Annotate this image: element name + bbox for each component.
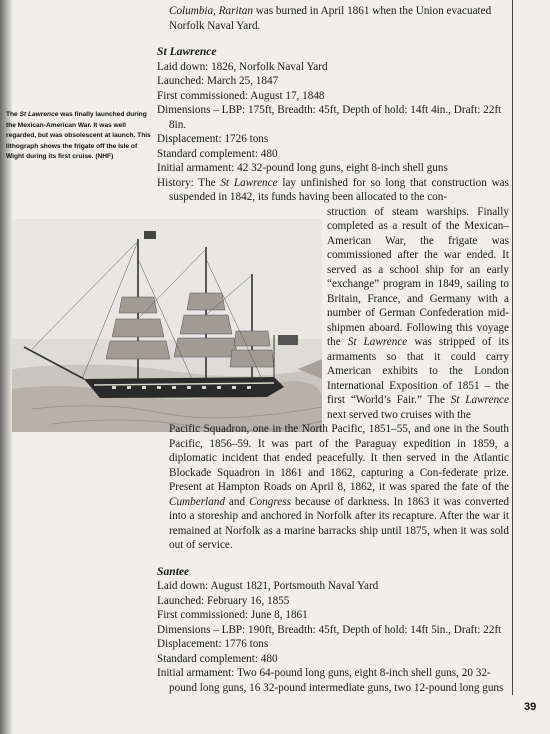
santee-laid-down: Laid down: August 1821, Portsmouth Naval Yard xyxy=(157,580,379,592)
st-lawrence-history-end: Pacific Squadron, one in the North Pacific, 1851–55, and one in the South Pacific, 1856–59. It was part of the Paraguay expedition in 1859, a diplomatic incident that ended peacefully. It then served in the Atlantic Blockade Squadron in 1861 and 1862, capturing a Con-federate prize. Present at Hampton Roads on April 8, 1862, it was spared the fate of the Cumberland and Congress because of darkness. In 1863 it was converted into a storeship and anchored in Norfolk after its recapture. After the war it remained at Norfolk as a marine barracks ship until 1875, when it was sold out of service. xyxy=(169,423,509,551)
main-text-column xyxy=(157,0,509,695)
st-lawrence-complement: Standard complement: 480 xyxy=(157,147,278,160)
st-lawrence-laid-down: Laid down: 1826, Norfolk Naval Yard xyxy=(157,60,328,73)
st-lawrence-heading: St Lawrence xyxy=(157,45,217,58)
santee-displacement: Displacement: 1776 tons xyxy=(157,638,269,650)
margin-rule xyxy=(512,0,513,695)
santee-launched: Launched: February 16, 1855 xyxy=(157,594,290,607)
santee-commissioned: First commissioned: June 8, 1861 xyxy=(157,609,308,621)
st-lawrence-commissioned: First commissioned: August 17, 1848 xyxy=(157,89,325,102)
st-lawrence-armament: Initial armament: 42 32-pound long guns, eight 8-inch shell guns xyxy=(157,162,448,174)
page-number: 39 xyxy=(524,701,537,713)
santee-armament: Initial armament: Two 64-pound long guns, eight 8-inch shell guns, 20 32-pound long guns, 16 32-pound intermediate guns, two 12-pound long guns xyxy=(157,667,504,694)
st-lawrence-launched: Launched: March 25, 1847 xyxy=(157,75,279,87)
st-lawrence-history-start: History: The St Lawrence lay unfinished for so long that construction was suspended in 1842, its funds having been allocated to the con- xyxy=(157,176,509,203)
st-lawrence-dimensions: Dimensions – LBP: 175ft, Breadth: 45ft, Depth of hold: 14ft 4in., Draft: 22ft 8in. xyxy=(157,104,502,131)
st-lawrence-history-wrap: struction of steam warships. Finally completed as a result of the Mexican–American War, the frigate was commissioned after the war ended. It served as a school ship for an early “exchange” program in 1849, sailing to Britain, France, and Germany with a number of German Confederation mid-shipmen aboard. Following this voyage the St Lawrence was stripped of its armaments so that it could carry American exhibits to the London International Exposition of 1851 – the first “World’s Fair.” The St Lawrence next served two cruises with the xyxy=(327,205,509,421)
st-lawrence-displacement: Displacement: 1726 tons xyxy=(157,133,269,145)
santee-complement: Standard complement: 480 xyxy=(157,652,278,665)
santee-dimensions: Dimensions – LBP: 190ft, Breadth: 45ft, Depth of hold: 14ft 5in., Draft: 22ft xyxy=(157,623,502,636)
santee-heading: Santee xyxy=(157,564,190,578)
image-caption: The St Lawrence was finally launched during the Mexican-American War. It was well regarded, but was obsolescent at launch. This lithograph shows the frigate off the Isle of Wight during its first cruise. (NHF) xyxy=(6,111,151,161)
intro-paragraph: Columbia, Raritan was burned in April 1861 when the Union evacuated Norfolk Naval Yard. xyxy=(169,5,492,32)
